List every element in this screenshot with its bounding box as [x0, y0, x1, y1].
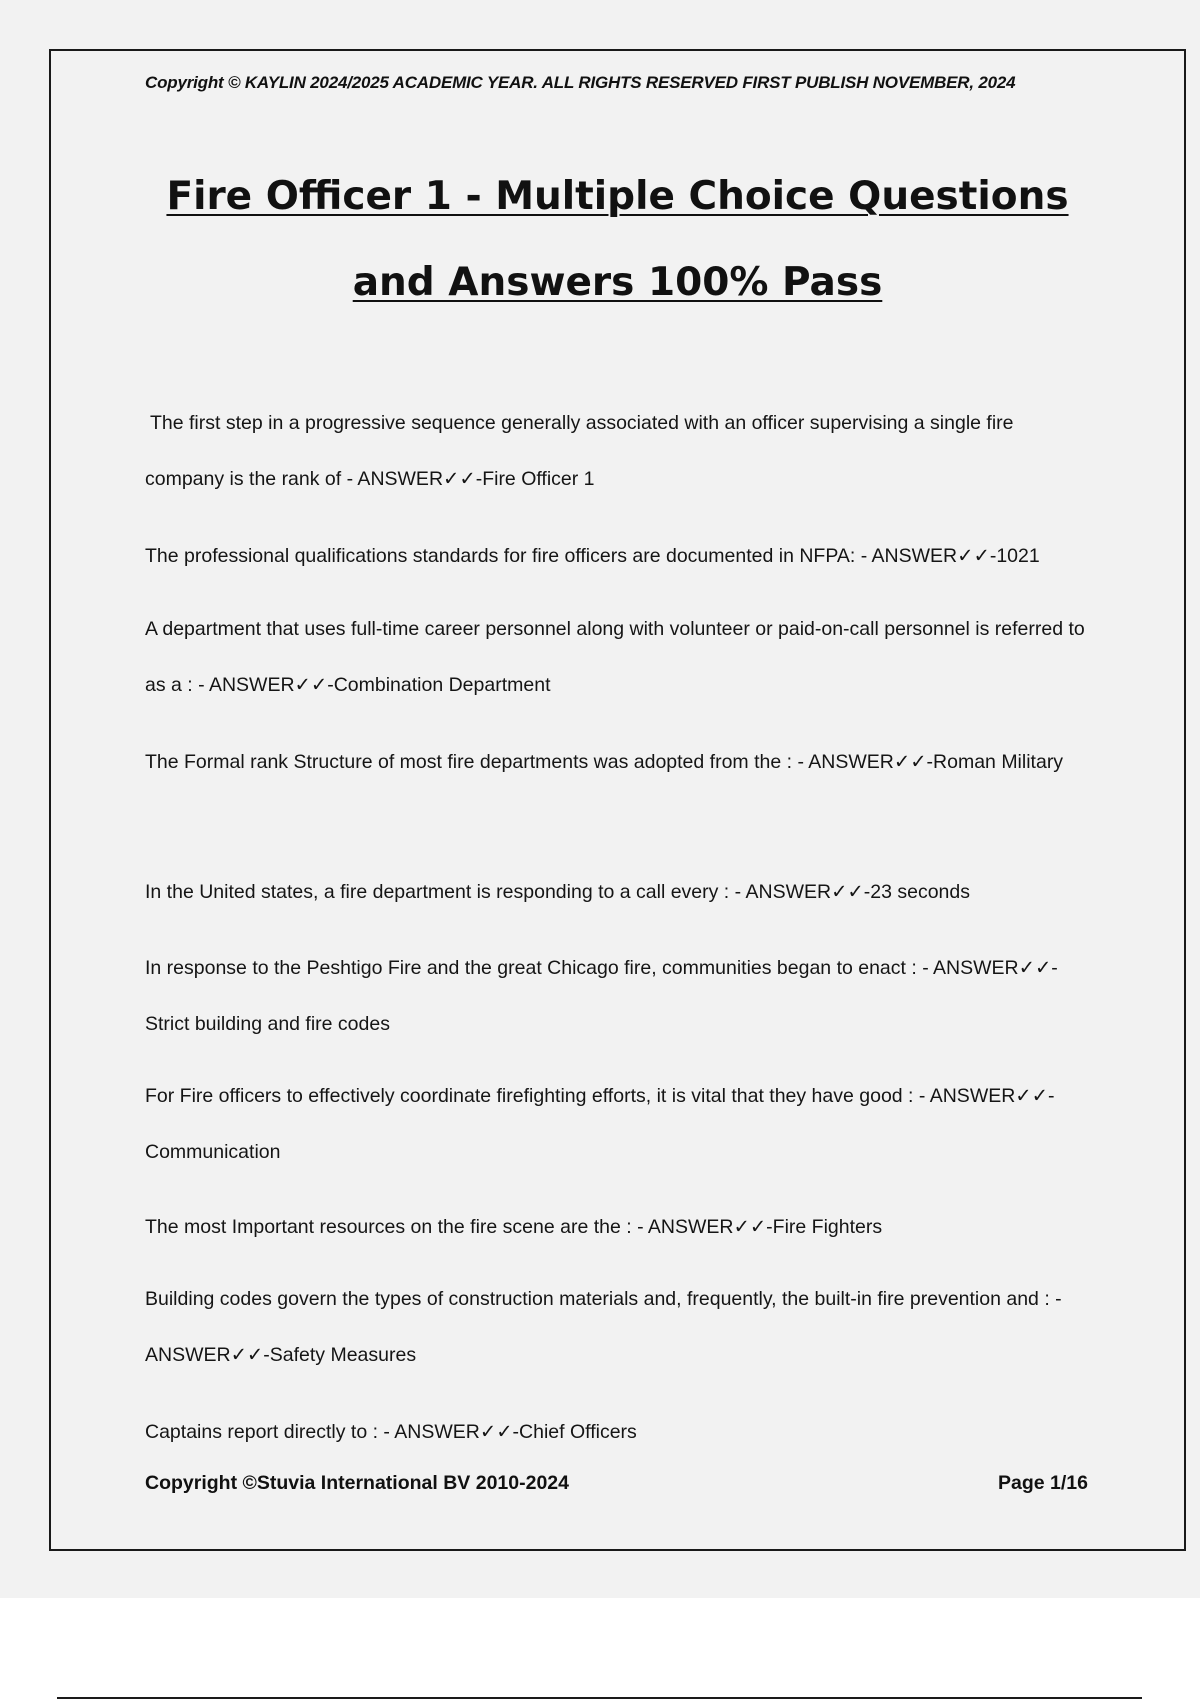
qa-item: The most Important resources on the fire scene are the : - ANSWER✓✓-Fire Fighters [145, 1216, 883, 1238]
qa-item: Captains report directly to : - ANSWER✓✓-Chief Officers [145, 1421, 637, 1443]
qa-item: In response to the Peshtigo Fire and the great Chicago fire, communities began to enact : - ANSWER✓✓-Strict building and fire codes [145, 957, 1058, 1035]
qa-item: In the United states, a fire department is responding to a call every : - ANSWER✓✓-23 seconds [145, 881, 970, 903]
qa-item: The Formal rank Structure of most fire departments was adopted from the : - ANSWER✓✓-Roman Military [145, 751, 1064, 773]
qa-item: For Fire officers to effectively coordinate firefighting efforts, it is vital that they have good : - ANSWER✓✓-Communication [145, 1085, 1055, 1163]
qa-item: Building codes govern the types of construction materials and, frequently, the built-in fire prevention and : - ANSWER✓✓-Safety Measures [145, 1288, 1062, 1366]
document-title-line-1 [0, 174, 1200, 219]
header-copyright: Copyright © KAYLIN 2024/2025 ACADEMIC YEAR. ALL RIGHTS RESERVED FIRST PUBLISH NOVEMBER, 2024 [145, 73, 1016, 92]
footer-copyright: Copyright ©Stuvia International BV 2010-2024 [145, 1472, 569, 1494]
qa-item: A department that uses full-time career personnel along with volunteer or paid-on-call personnel is referred to as a : - ANSWER✓✓-Combination Department [145, 618, 1085, 696]
document-title-line-2 [0, 260, 1200, 305]
title-text-2: and Answers 100% Pass [352, 260, 883, 305]
qa-item: The professional qualifications standards for fire officers are documented in NFPA: - ANSWER✓✓-1021 [145, 545, 1040, 567]
page-number: Page 1/16 [998, 1472, 1088, 1494]
qa-item: The first step in a progressive sequence generally associated with an officer supervising a single fire company is the rank of - ANSWER✓✓-Fire Officer 1 [145, 412, 1014, 490]
next-page-rule [57, 1697, 1142, 1699]
title-text-1: Fire Officer 1 - Multiple Choice Questions [166, 174, 1069, 219]
